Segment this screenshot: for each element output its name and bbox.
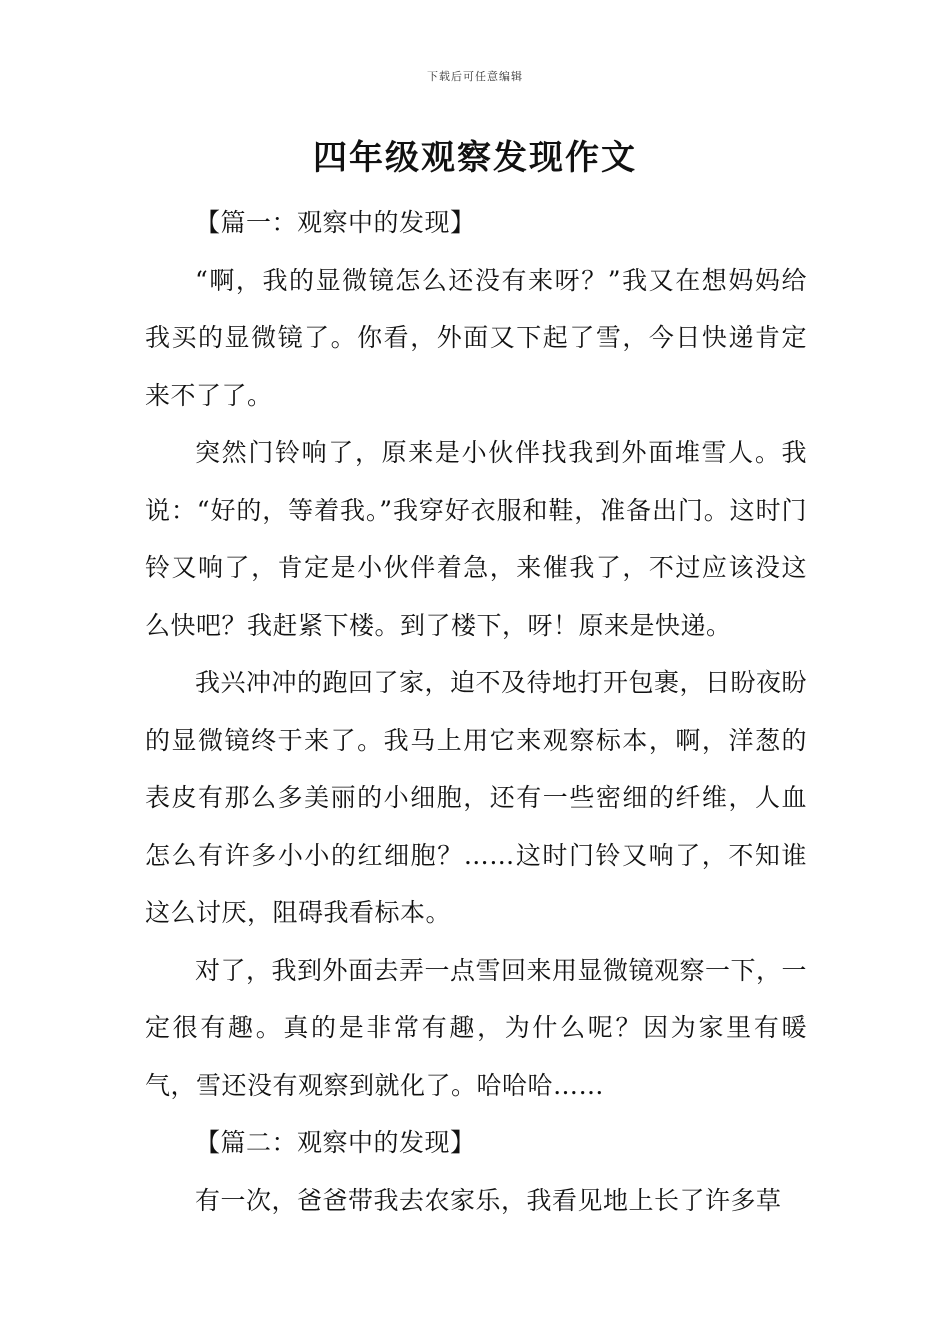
section-heading-1: 【篇一：观察中的发现】 [195, 208, 476, 237]
paragraph-4: 对了，我到外面去弄一点雪回来用显微镜观察一下，一定很有趣。真的是非常有趣，为什么呢？因为家里有暖气，雪还没有观察到就化了。哈哈哈…… [145, 955, 808, 1100]
document-body [145, 194, 807, 1229]
section-heading-2: 【篇二：观察中的发现】 [195, 1128, 476, 1157]
paragraph-3: 我兴冲冲的跑回了家，迫不及待地打开包裹，日盼夜盼的显微镜终于来了。我马上用它来观察标本，啊，洋葱的表皮有那么多美丽的小细胞，还有一些密细的纤维，人血怎么有许多小小的红细胞？……这时门铃又响了，不知谁这么讨厌，阻碍我看标本。 [145, 668, 808, 927]
document-title: 四年级观察发现作文 [313, 138, 637, 178]
header-note: 下载后可任意编辑 [427, 70, 523, 83]
paragraph-2: 突然门铃响了，原来是小伙伴找我到外面堆雪人。我说：“好的，等着我。”我穿好衣服和鞋，准备出门。这时门铃又响了，肯定是小伙伴着急，来催我了，不过应该没这么快吧？我赶紧下楼。到了楼下，呀！原来是快递。 [145, 438, 807, 640]
paragraph-1: “啊，我的显微镜怎么还没有来呀？”我又在想妈妈给我买的显微镜了。你看，外面又下起了雪，今日快递肯定来不了了。 [145, 265, 807, 410]
paragraph-5: 有一次，爸爸带我去农家乐，我看见地上长了许多草 [195, 1185, 782, 1215]
